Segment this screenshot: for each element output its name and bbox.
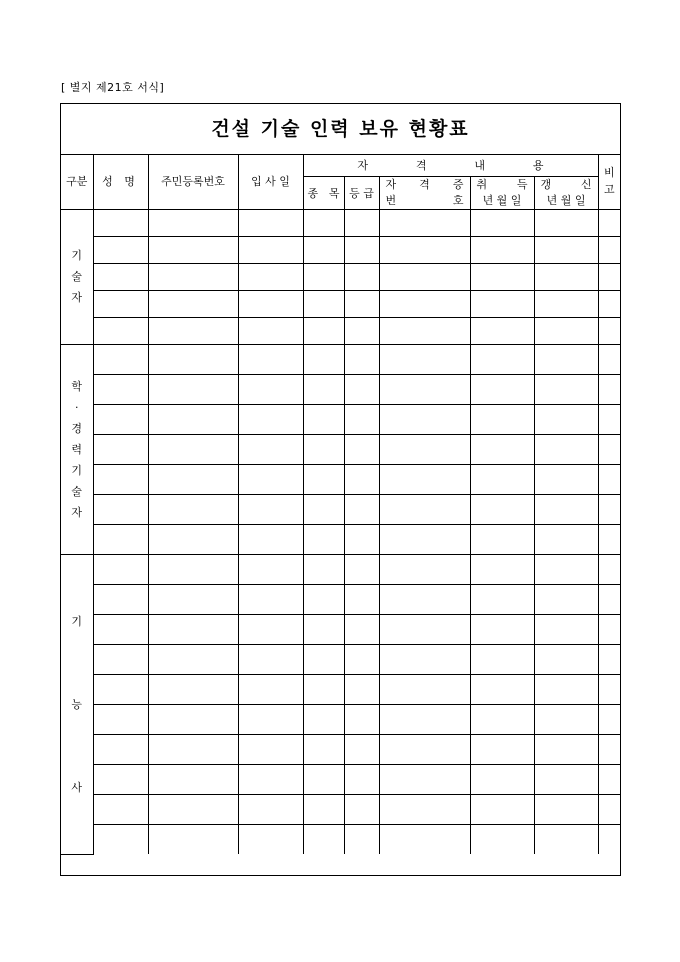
table-cell[interactable]: [93, 674, 148, 704]
table-cell[interactable]: [344, 524, 379, 554]
table-cell[interactable]: [534, 794, 598, 824]
table-cell[interactable]: [93, 764, 148, 794]
table-cell[interactable]: [93, 554, 148, 584]
group-label-char: 사: [71, 780, 83, 794]
table-cell[interactable]: [148, 524, 238, 554]
remarks-char: 고: [603, 183, 615, 197]
table-cell[interactable]: [148, 704, 238, 734]
table-cell[interactable]: [344, 236, 379, 263]
table-cell[interactable]: [93, 464, 148, 494]
table-cell[interactable]: [93, 290, 148, 317]
table-cell[interactable]: [534, 344, 598, 374]
cert-char: 번: [385, 193, 397, 207]
table-cell[interactable]: [344, 704, 379, 734]
table-cell[interactable]: [598, 236, 620, 263]
cert-char: 자: [385, 177, 397, 191]
table-row: [61, 674, 620, 704]
table-cell[interactable]: [470, 494, 534, 524]
table-cell[interactable]: [534, 674, 598, 704]
table-cell[interactable]: [470, 704, 534, 734]
table-cell[interactable]: [598, 584, 620, 614]
table-cell[interactable]: [93, 794, 148, 824]
table-cell[interactable]: [148, 584, 238, 614]
table-cell[interactable]: [379, 824, 470, 854]
table-cell[interactable]: [379, 464, 470, 494]
table-cell[interactable]: [470, 524, 534, 554]
remarks-char: 비: [603, 166, 615, 180]
table-cell[interactable]: [238, 734, 303, 764]
table-cell[interactable]: [148, 317, 238, 344]
header-resident-number: 주민등록번호: [148, 154, 238, 209]
table-cell[interactable]: [344, 317, 379, 344]
header-renewed-date: [534, 176, 598, 209]
table-cell[interactable]: [238, 584, 303, 614]
table-cell[interactable]: [344, 584, 379, 614]
qualification-char: 자: [357, 158, 369, 172]
staffing-form: [60, 103, 621, 876]
table-cell[interactable]: [470, 374, 534, 404]
table-cell[interactable]: [598, 434, 620, 464]
table-cell[interactable]: [379, 644, 470, 674]
table-cell[interactable]: [238, 263, 303, 290]
table-cell[interactable]: [598, 263, 620, 290]
table-cell[interactable]: [148, 644, 238, 674]
table-cell[interactable]: [534, 644, 598, 674]
table-cell[interactable]: [598, 209, 620, 236]
table-cell[interactable]: [148, 290, 238, 317]
table-cell[interactable]: [303, 584, 344, 614]
table-cell[interactable]: [598, 374, 620, 404]
table-cell[interactable]: [379, 236, 470, 263]
table-cell[interactable]: [379, 794, 470, 824]
acquired-char: 취: [476, 177, 488, 191]
table-cell[interactable]: [379, 674, 470, 704]
table-cell[interactable]: [238, 344, 303, 374]
table-cell[interactable]: [344, 734, 379, 764]
table-cell[interactable]: [470, 554, 534, 584]
table-cell[interactable]: [534, 704, 598, 734]
table-cell[interactable]: [598, 764, 620, 794]
table-row: [61, 344, 620, 374]
table-cell[interactable]: [470, 290, 534, 317]
table-cell[interactable]: [470, 434, 534, 464]
group-label-char: 경: [71, 421, 83, 435]
group-label-char: 술: [71, 270, 83, 283]
group-label: [61, 209, 93, 344]
table-cell[interactable]: [470, 317, 534, 344]
table-cell[interactable]: [344, 674, 379, 704]
table-cell[interactable]: [534, 764, 598, 794]
table-cell[interactable]: [238, 614, 303, 644]
table-cell[interactable]: [534, 263, 598, 290]
table-cell[interactable]: [534, 524, 598, 554]
table-cell[interactable]: [344, 614, 379, 644]
table-cell[interactable]: [379, 374, 470, 404]
table-cell[interactable]: [93, 524, 148, 554]
table-cell[interactable]: [379, 704, 470, 734]
table-cell[interactable]: [303, 764, 344, 794]
group-label-char: 능: [71, 697, 83, 711]
table-row: [61, 434, 620, 464]
table-cell[interactable]: [93, 824, 148, 854]
table-row: [61, 614, 620, 644]
table-cell[interactable]: [148, 434, 238, 464]
group-label-char: 력: [71, 442, 83, 456]
table-cell[interactable]: [344, 404, 379, 434]
table-cell[interactable]: [598, 317, 620, 344]
table-cell[interactable]: [598, 644, 620, 674]
group-label: [61, 344, 93, 554]
table-row: [61, 584, 620, 614]
table-cell[interactable]: [598, 704, 620, 734]
group-label-char: 자: [71, 505, 83, 519]
table-cell[interactable]: [93, 494, 148, 524]
table-cell[interactable]: [379, 263, 470, 290]
table-row: [61, 764, 620, 794]
header-category: 구분: [61, 154, 93, 209]
table-cell[interactable]: [470, 764, 534, 794]
table-row: [61, 404, 620, 434]
table-cell[interactable]: [470, 824, 534, 854]
qualification-char: 내: [474, 158, 486, 172]
table-cell[interactable]: [148, 494, 238, 524]
table-cell[interactable]: [379, 209, 470, 236]
table-cell[interactable]: [379, 554, 470, 584]
table-cell[interactable]: [238, 794, 303, 824]
renewed-date-label: 년 월 일: [546, 193, 586, 207]
table-cell[interactable]: [534, 290, 598, 317]
table-cell[interactable]: [470, 644, 534, 674]
table-cell[interactable]: [93, 584, 148, 614]
table-cell[interactable]: [303, 434, 344, 464]
table-cell[interactable]: [238, 464, 303, 494]
table-cell[interactable]: [303, 209, 344, 236]
table-cell[interactable]: [238, 236, 303, 263]
header-cert-number: [379, 176, 470, 209]
table-cell[interactable]: [148, 794, 238, 824]
type-char: 목: [328, 186, 340, 200]
table-cell[interactable]: [93, 209, 148, 236]
table-cell[interactable]: [470, 794, 534, 824]
group-label-char: 학: [71, 379, 83, 393]
table-cell[interactable]: [303, 524, 344, 554]
table-cell[interactable]: [344, 794, 379, 824]
table-row: [61, 644, 620, 674]
table-cell[interactable]: [379, 764, 470, 794]
qualification-char: 용: [532, 158, 544, 172]
table-cell[interactable]: [238, 764, 303, 794]
table-cell[interactable]: [344, 554, 379, 584]
table-cell[interactable]: [93, 434, 148, 464]
table-cell[interactable]: [379, 317, 470, 344]
table-cell[interactable]: [534, 374, 598, 404]
table-cell[interactable]: [93, 317, 148, 344]
table-cell[interactable]: [148, 404, 238, 434]
staff-table: [61, 154, 620, 855]
table-cell[interactable]: [379, 614, 470, 644]
table-cell[interactable]: [148, 764, 238, 794]
table-row: [61, 704, 620, 734]
table-cell[interactable]: [344, 434, 379, 464]
table-row: [61, 734, 620, 764]
table-cell[interactable]: [379, 524, 470, 554]
table-row: [61, 290, 620, 317]
table-cell[interactable]: [238, 674, 303, 704]
table-cell[interactable]: [303, 554, 344, 584]
table-cell[interactable]: [344, 263, 379, 290]
table-cell[interactable]: [598, 824, 620, 854]
table-cell[interactable]: [379, 584, 470, 614]
table-cell[interactable]: [303, 317, 344, 344]
renewed-char: 갱: [540, 177, 552, 191]
table-cell[interactable]: [534, 404, 598, 434]
table-cell[interactable]: [379, 404, 470, 434]
table-cell[interactable]: [598, 404, 620, 434]
table-cell[interactable]: [93, 614, 148, 644]
group-label-char: ·: [75, 400, 79, 414]
group-label-char: 기: [71, 614, 83, 628]
table-cell[interactable]: [534, 554, 598, 584]
header-grade: 등 급: [344, 176, 379, 209]
table-cell[interactable]: [379, 344, 470, 374]
table-cell[interactable]: [379, 290, 470, 317]
table-cell[interactable]: [303, 794, 344, 824]
table-cell[interactable]: [534, 824, 598, 854]
table-cell[interactable]: [598, 614, 620, 644]
table-cell[interactable]: [470, 734, 534, 764]
form-title: 건설 기술 인력 보유 현황표: [61, 104, 620, 155]
table-row: [61, 317, 620, 344]
table-cell[interactable]: [148, 263, 238, 290]
group-label: [61, 554, 93, 854]
table-cell[interactable]: [534, 236, 598, 263]
table-cell[interactable]: [303, 404, 344, 434]
table-cell[interactable]: [379, 494, 470, 524]
table-cell[interactable]: [534, 614, 598, 644]
table-cell[interactable]: [238, 704, 303, 734]
table-row: [61, 263, 620, 290]
table-row: [61, 524, 620, 554]
table-cell[interactable]: [148, 674, 238, 704]
table-cell[interactable]: [148, 236, 238, 263]
header-row-1: [61, 154, 620, 176]
table-cell[interactable]: [598, 674, 620, 704]
header-qualification: [303, 154, 598, 176]
table-cell[interactable]: [238, 404, 303, 434]
table-cell[interactable]: [238, 374, 303, 404]
table-cell[interactable]: [470, 464, 534, 494]
table-cell[interactable]: [344, 290, 379, 317]
table-cell[interactable]: [148, 209, 238, 236]
table-cell[interactable]: [238, 644, 303, 674]
table-cell[interactable]: [534, 494, 598, 524]
table-cell[interactable]: [238, 290, 303, 317]
table-cell[interactable]: [470, 404, 534, 434]
table-cell[interactable]: [470, 674, 534, 704]
table-cell[interactable]: [303, 344, 344, 374]
table-cell[interactable]: [238, 554, 303, 584]
table-cell[interactable]: [534, 434, 598, 464]
table-cell[interactable]: [238, 494, 303, 524]
table-cell[interactable]: [344, 209, 379, 236]
table-cell[interactable]: [534, 209, 598, 236]
group-label-char: 기: [71, 249, 83, 262]
acquired-char: 득: [516, 177, 528, 191]
table-cell[interactable]: [303, 464, 344, 494]
table-cell[interactable]: [303, 290, 344, 317]
table-cell[interactable]: [344, 644, 379, 674]
table-cell[interactable]: [238, 524, 303, 554]
table-cell[interactable]: [598, 734, 620, 764]
table-cell[interactable]: [238, 209, 303, 236]
table-cell[interactable]: [238, 434, 303, 464]
table-cell[interactable]: [93, 374, 148, 404]
table-cell[interactable]: [93, 734, 148, 764]
group-label-char: 술: [71, 484, 83, 498]
header-acquired-date: [470, 176, 534, 209]
table-cell[interactable]: [148, 464, 238, 494]
table-cell[interactable]: [534, 317, 598, 344]
table-cell[interactable]: [303, 263, 344, 290]
table-cell[interactable]: [93, 344, 148, 374]
table-cell[interactable]: [470, 263, 534, 290]
form-number-label: [ 별지 제21호 서식]: [61, 81, 165, 94]
table-cell[interactable]: [598, 464, 620, 494]
table-cell[interactable]: [470, 209, 534, 236]
table-cell[interactable]: [470, 236, 534, 263]
table-cell[interactable]: [303, 704, 344, 734]
header-remarks: [598, 154, 620, 209]
table-cell[interactable]: [303, 644, 344, 674]
table-cell[interactable]: [470, 344, 534, 374]
table-cell[interactable]: [238, 824, 303, 854]
table-cell[interactable]: [344, 374, 379, 404]
table-cell[interactable]: [303, 494, 344, 524]
table-cell[interactable]: [148, 734, 238, 764]
table-row: [61, 554, 620, 584]
table-cell[interactable]: [598, 794, 620, 824]
table-cell[interactable]: [534, 584, 598, 614]
table-cell[interactable]: [93, 404, 148, 434]
type-char: 종: [307, 186, 319, 200]
table-cell[interactable]: [598, 344, 620, 374]
table-cell[interactable]: [344, 764, 379, 794]
table-cell[interactable]: [148, 824, 238, 854]
table-cell[interactable]: [303, 236, 344, 263]
table-cell[interactable]: [598, 494, 620, 524]
table-row: [61, 464, 620, 494]
table-cell[interactable]: [148, 554, 238, 584]
cert-char: 격: [419, 177, 430, 191]
table-cell[interactable]: [598, 290, 620, 317]
group-label-char: 자: [71, 291, 83, 304]
group-label-char: 기: [71, 463, 83, 477]
table-cell[interactable]: [303, 734, 344, 764]
header-hire-date: 입 사 일: [238, 154, 303, 209]
table-cell[interactable]: [93, 236, 148, 263]
table-cell[interactable]: [303, 674, 344, 704]
table-cell[interactable]: [379, 734, 470, 764]
table-cell[interactable]: [534, 464, 598, 494]
header-name: 성 명: [93, 154, 148, 209]
table-cell[interactable]: [303, 614, 344, 644]
table-row: [61, 236, 620, 263]
table-cell[interactable]: [93, 644, 148, 674]
header-type: [303, 176, 344, 209]
table-cell[interactable]: [148, 614, 238, 644]
table-row: [61, 824, 620, 854]
table-cell[interactable]: [379, 434, 470, 464]
table-row: [61, 374, 620, 404]
cert-char: 증: [452, 177, 464, 191]
table-cell[interactable]: [148, 344, 238, 374]
table-cell[interactable]: [344, 464, 379, 494]
table-cell[interactable]: [344, 824, 379, 854]
table-cell[interactable]: [470, 584, 534, 614]
table-cell[interactable]: [303, 824, 344, 854]
cert-char: 호: [452, 193, 464, 207]
table-cell[interactable]: [93, 704, 148, 734]
table-cell[interactable]: [148, 374, 238, 404]
table-cell[interactable]: [303, 374, 344, 404]
table-cell[interactable]: [344, 344, 379, 374]
table-row: [61, 794, 620, 824]
table-cell[interactable]: [598, 554, 620, 584]
table-cell[interactable]: [598, 524, 620, 554]
acquired-date-label: 년 월 일: [482, 193, 522, 207]
qualification-char: 격: [415, 158, 427, 172]
table-row: [61, 209, 620, 236]
table-cell[interactable]: [470, 614, 534, 644]
table-cell[interactable]: [93, 263, 148, 290]
table-cell[interactable]: [534, 734, 598, 764]
table-cell[interactable]: [238, 317, 303, 344]
table-row: [61, 494, 620, 524]
table-cell[interactable]: [344, 494, 379, 524]
renewed-char: 신: [580, 177, 592, 191]
